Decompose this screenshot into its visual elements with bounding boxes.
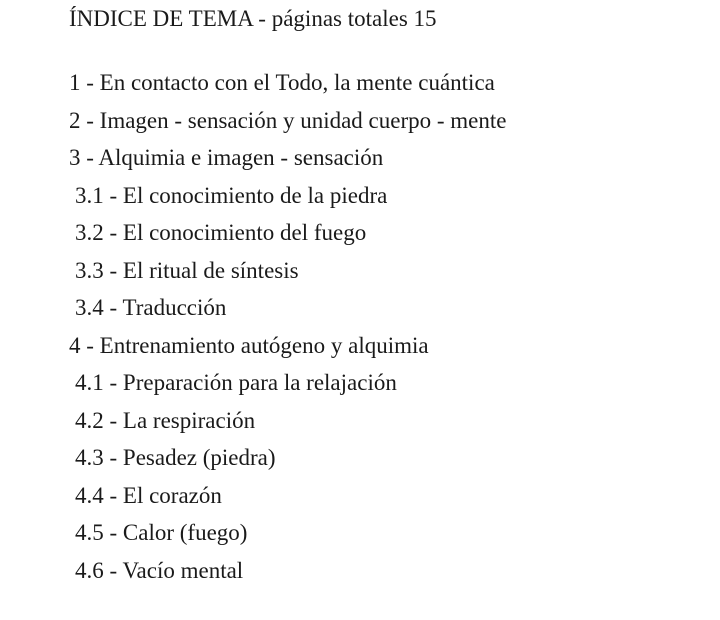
toc-item: 2 - Imagen - sensación y unidad cuerpo - mente [69, 107, 507, 133]
toc-item: 4 - Entrenamiento autógeno y alquimia [69, 332, 429, 358]
toc-subitem: 4.4 - El corazón [75, 482, 222, 508]
toc-subitem: 4.5 - Calor (fuego) [75, 520, 248, 545]
toc-subitem: 3.1 - El conocimiento de la piedra [75, 182, 388, 208]
toc-item: 3 - Alquimia e imagen - sensación [69, 145, 384, 170]
toc-subitem: 4.6 - Vacío mental [75, 557, 244, 583]
toc-subitem: 4.3 - Pesadez (piedra) [75, 445, 276, 470]
toc-subitem: 4.2 - La respiración [75, 407, 256, 433]
document-title: ÍNDICE DE TEMA - páginas totales 15 [69, 6, 437, 31]
table-of-contents [69, 68, 506, 593]
toc-subitem: 4.1 - Preparación para la relajación [75, 370, 397, 395]
toc-subitem: 3.3 - El ritual de síntesis [75, 257, 299, 283]
toc-subitem: 3.2 - El conocimiento del fuego [75, 220, 367, 245]
toc-subitem: 3.4 - Traducción [75, 295, 227, 320]
toc-item: 1 - En contacto con el Todo, la mente cuántica [69, 70, 495, 95]
